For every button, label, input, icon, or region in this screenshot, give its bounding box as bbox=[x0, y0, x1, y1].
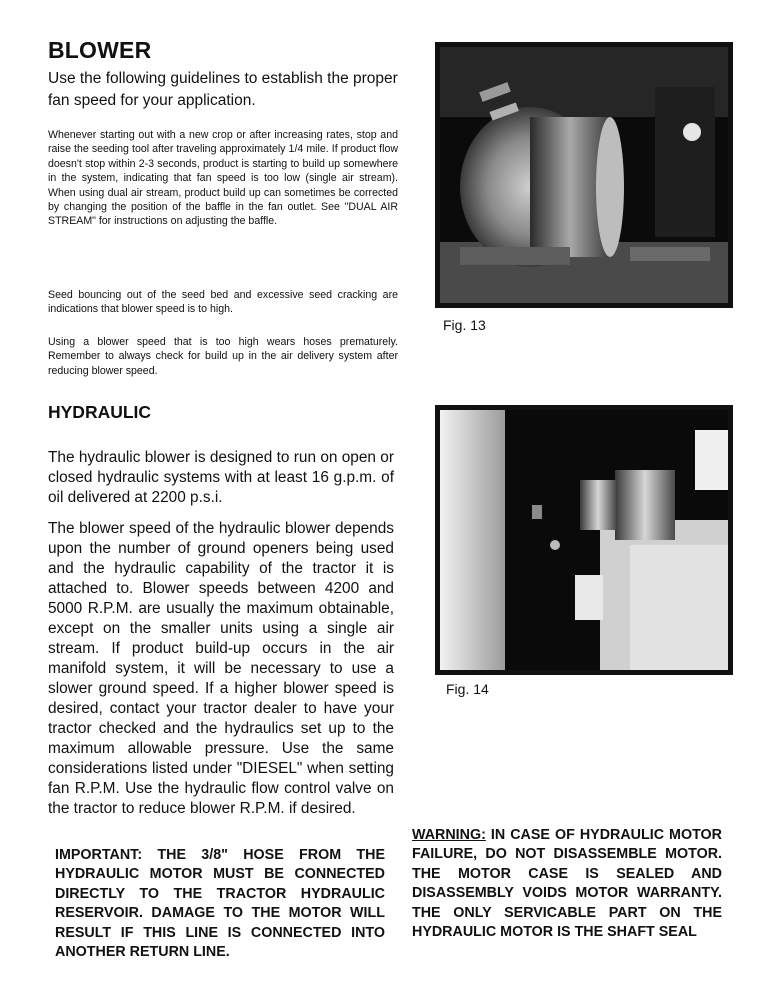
fig13-caption: Fig. 13 bbox=[443, 317, 486, 333]
blower-heading: BLOWER bbox=[48, 37, 152, 63]
blower-paragraph-1: Whenever starting out with a new crop or after increasing rates, stop and raise the seeding tool after traveling approximately 1/4 mile. If product flow doesn't stop within 2-3 seconds, product is starting to build up somewhere in the system, indicating that fan speed is too low (single air stream). When using dual air stream, product build up can sometimes be corrected by changing the position of the baffle in the fan outlet. See "DUAL AIR STREAM" for instructions on adjusting the baffle. bbox=[48, 129, 398, 228]
warning-label: WARNING: bbox=[412, 827, 486, 843]
blower-paragraph-3: Using a blower speed that is too high wears hoses prematurely. Remember to always check for build up in the air delivery system after reducing blower speed. bbox=[48, 336, 398, 377]
hydraulic-paragraph-1: The hydraulic blower is designed to run on open or closed hydraulic systems with at least 16 g.p.m. of oil delivered at 2200 p.s.i. bbox=[48, 449, 394, 506]
hydraulic-heading: HYDRAULIC bbox=[48, 402, 152, 422]
fig13-photo bbox=[435, 42, 733, 308]
warning-notice bbox=[412, 826, 722, 942]
fig14-photo bbox=[435, 405, 733, 675]
blower-intro: Use the following guidelines to establish the proper fan speed for your application. bbox=[48, 70, 398, 109]
warning-text: IN CASE OF HYDRAULIC MOTOR FAILURE, DO NOT DISASSEMBLE MOTOR. THE MOTOR CASE IS SEALED AND DISASSEMBLY VOIDS MOTOR WARRANTY. THE ONLY SERVICABLE PART ON THE HYDRAULIC MOTOR IS THE SHAFT SEAL bbox=[412, 827, 722, 941]
fig14-caption: Fig. 14 bbox=[446, 681, 489, 697]
blower-paragraph-2: Seed bouncing out of the seed bed and excessive seed cracking are indications that blower speed is to high. bbox=[48, 289, 398, 316]
hydraulic-paragraph-2: The blower speed of the hydraulic blower depends upon the number of ground openers being used and the hydraulic capability of the tractor it is attached to. Blower speeds between 4200 and 5000 R.P.M. are usually the maximum obtainable, except on the smaller units using a single air stream. If product build-up occurs in the air manifold system, it will be necessary to use a slower ground speed. If a higher blower speed is desired, contact your tractor dealer to have your tractor checked and the hydraulics set up to the maximum allowable pressure. Use the same considerations listed under "DIESEL" when setting fan R.P.M. Use the hydraulic flow control valve on the tractor to reduce blower R.P.M. if desired. bbox=[48, 520, 394, 817]
important-notice: IMPORTANT: THE 3/8" HOSE FROM THE HYDRAULIC MOTOR MUST BE CONNECTED DIRECTLY TO THE TRACTOR HYDRAULIC RESERVOIR. DAMAGE TO THE MOTOR WILL RESULT IF THIS LINE IS CONNECTED INTO ANOTHER RETURN LINE. bbox=[55, 847, 385, 961]
